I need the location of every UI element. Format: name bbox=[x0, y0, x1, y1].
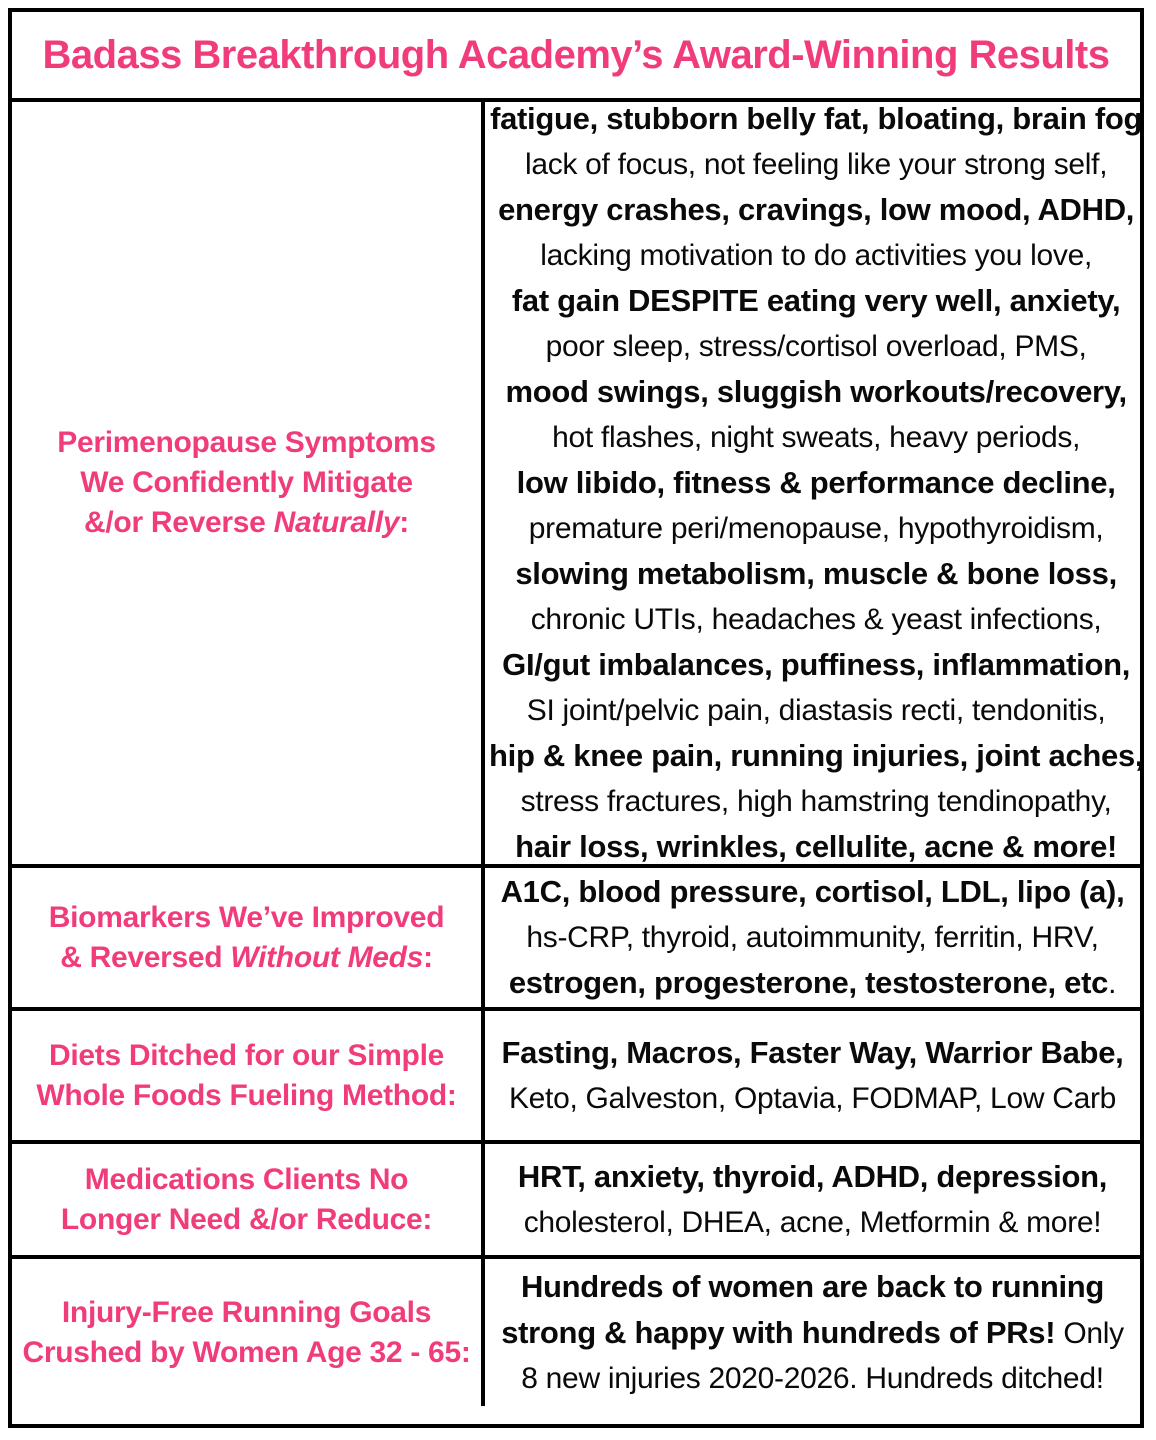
label-line bbox=[49, 898, 444, 938]
text-segment: Hundreds of women are back to running bbox=[520, 1269, 1105, 1304]
text-segment: Biomarkers We’ve Improved bbox=[48, 900, 445, 934]
label-line bbox=[60, 938, 433, 978]
label-line bbox=[49, 1036, 444, 1076]
content-line bbox=[518, 1154, 1107, 1200]
table-row bbox=[12, 1144, 1140, 1259]
text-segment: premature peri/menopause, hypothyroidism, bbox=[528, 512, 1104, 545]
row-label bbox=[12, 1259, 485, 1406]
label-line bbox=[36, 1076, 456, 1116]
text-segment: : bbox=[399, 506, 409, 539]
content-line bbox=[515, 551, 1117, 597]
content-line bbox=[489, 733, 1143, 779]
content-line bbox=[501, 869, 1125, 915]
text-segment: hs-CRP, thyroid, autoimmunity, ferritin, HRV, bbox=[526, 921, 1099, 954]
text-segment: estrogen, progesterone, testosterone, etc bbox=[508, 965, 1109, 1000]
text-segment: hair loss, wrinkles, cellulite, acne & more! bbox=[515, 829, 1118, 864]
content-line bbox=[505, 369, 1126, 415]
content-line bbox=[525, 142, 1107, 187]
text-segment: hip & knee pain, running injuries, joint aches, bbox=[489, 738, 1144, 773]
text-segment: mood swings, sluggish workouts/recovery, bbox=[505, 374, 1127, 409]
content-line bbox=[540, 233, 1092, 278]
content-line bbox=[529, 506, 1104, 551]
page-title: Badass Breakthrough Academy’s Award-Winning Results bbox=[12, 12, 1140, 102]
text-segment: energy crashes, cravings, low mood, ADHD, bbox=[498, 192, 1135, 227]
text-segment: slowing metabolism, muscle & bone loss, bbox=[515, 556, 1117, 591]
text-segment: : bbox=[423, 940, 433, 974]
text-segment: fat gain DESPITE eating very well, anxiety, bbox=[511, 283, 1121, 318]
text-segment: Whole Foods Fueling Method: bbox=[36, 1078, 457, 1112]
text-segment: Medications Clients No bbox=[84, 1162, 409, 1196]
text-segment: Fasting, Macros, Faster Way, Warrior Babe, bbox=[501, 1035, 1124, 1070]
table-row bbox=[12, 1259, 1140, 1406]
results-table bbox=[8, 8, 1144, 1428]
table-row bbox=[12, 868, 1140, 1011]
content-line bbox=[498, 187, 1134, 233]
text-segment: SI joint/pelvic pain, diastasis recti, tendonitis, bbox=[526, 694, 1106, 727]
label-line bbox=[61, 1200, 432, 1240]
row-label bbox=[12, 868, 485, 1007]
label-line bbox=[22, 1333, 470, 1373]
text-segment: lack of focus, not feeling like your strong self, bbox=[524, 148, 1108, 181]
text-segment: GI/gut imbalances, puffiness, inflammation, bbox=[502, 647, 1131, 682]
content-line bbox=[526, 915, 1098, 960]
text-segment: hot flashes, night sweats, heavy periods, bbox=[552, 421, 1081, 454]
text-segment: We Confidently Mitigate bbox=[80, 466, 413, 499]
text-segment: Keto, Galveston, Optavia, FODMAP, Low Carb bbox=[508, 1082, 1117, 1115]
label-line bbox=[57, 423, 436, 463]
row-content bbox=[485, 1259, 1140, 1406]
label-line bbox=[85, 1160, 408, 1200]
text-segment: cholesterol, DHEA, acne, Metformin & more! bbox=[523, 1206, 1102, 1239]
row-label bbox=[12, 102, 485, 864]
content-line bbox=[531, 597, 1102, 642]
content-line bbox=[517, 460, 1116, 506]
row-label bbox=[12, 1144, 485, 1255]
content-line bbox=[546, 324, 1087, 369]
text-segment: low libido, fitness & performance decline, bbox=[516, 465, 1116, 500]
content-line bbox=[524, 1200, 1102, 1245]
table-row bbox=[12, 1011, 1140, 1144]
row-label bbox=[12, 1011, 485, 1140]
text-segment: Perimenopause Symptoms bbox=[57, 426, 436, 459]
content-line bbox=[527, 688, 1106, 733]
text-segment: Longer Need &/or Reduce: bbox=[60, 1202, 433, 1236]
text-segment: chronic UTIs, headaches & yeast infections, bbox=[530, 603, 1102, 636]
text-segment: strong & happy with hundreds of PRs! bbox=[501, 1315, 1056, 1350]
content-line bbox=[509, 1076, 1116, 1121]
content-line bbox=[521, 1264, 1104, 1310]
text-segment: fatigue, stubborn belly fat, bloating, brain fog bbox=[490, 101, 1143, 136]
text-segment: A1C, blood pressure, cortisol, LDL, lipo (a), bbox=[500, 874, 1125, 909]
row-content bbox=[485, 102, 1147, 864]
content-line bbox=[490, 96, 1142, 142]
text-segment: Injury-Free Running Goals bbox=[61, 1295, 432, 1329]
content-line bbox=[502, 1030, 1124, 1076]
content-line bbox=[521, 1356, 1104, 1401]
text-segment: HRT, anxiety, thyroid, ADHD, depression, bbox=[517, 1159, 1108, 1194]
content-line bbox=[501, 1310, 1124, 1356]
text-segment: 8 new injuries 2020-2026. Hundreds ditched! bbox=[521, 1362, 1104, 1395]
table-row bbox=[12, 101, 1144, 868]
text-segment: Crushed by Women Age 32 - 65: bbox=[22, 1335, 471, 1369]
text-segment: Naturally bbox=[273, 506, 400, 539]
text-segment: Without Meds bbox=[230, 940, 424, 974]
content-line bbox=[502, 642, 1130, 688]
row-content bbox=[485, 1144, 1140, 1255]
content-line bbox=[509, 960, 1116, 1006]
label-line bbox=[84, 503, 409, 543]
text-segment: Only bbox=[1055, 1317, 1124, 1350]
text-segment: poor sleep, stress/cortisol overload, PMS, bbox=[545, 330, 1087, 363]
content-line bbox=[512, 278, 1120, 324]
label-line bbox=[80, 463, 413, 503]
label-line bbox=[62, 1293, 431, 1333]
text-segment: lacking motivation to do activities you love, bbox=[540, 239, 1092, 272]
content-line bbox=[552, 415, 1080, 460]
content-line bbox=[521, 779, 1112, 824]
text-segment: & Reversed bbox=[60, 940, 231, 974]
text-segment: Diets Ditched for our Simple bbox=[49, 1038, 444, 1072]
text-segment: . bbox=[1108, 967, 1117, 1000]
text-segment: &/or Reverse bbox=[84, 506, 274, 539]
content-line bbox=[515, 824, 1117, 870]
row-content bbox=[485, 1011, 1140, 1140]
row-content bbox=[485, 868, 1140, 1007]
text-segment: stress fractures, high hamstring tendinopathy, bbox=[520, 785, 1112, 818]
table-body bbox=[12, 101, 1144, 1406]
